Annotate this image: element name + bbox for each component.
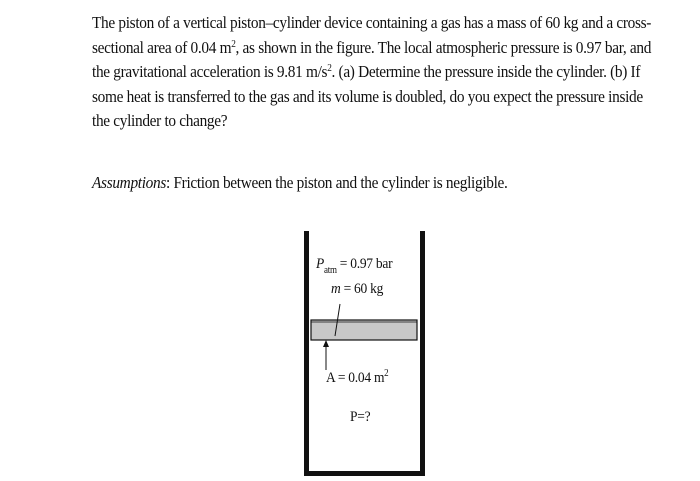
cylinder-left-wall [304,231,309,476]
piston-mass-label: m = 60 kg [331,281,384,297]
area-pointer-arrowhead [323,340,329,347]
atmospheric-pressure-label: $P_{atm} = 0.97$ bar [316,256,393,276]
piston-cylinder-figure [303,230,428,477]
piston [311,320,417,340]
assumptions-text: Friction between the piston and the cylinder is negligible. [169,173,508,192]
problem-statement [92,11,652,134]
cylinder-right-wall [420,231,425,476]
problem-line-5: the cylinder to change? [92,111,228,131]
piston-area-label: A = 0.04 $m^2$ [326,368,389,386]
gas-pressure-label: P=? [350,409,371,425]
problem-line-2: sectional area of 0.04 $m^2$, as shown in the figure. The local atmospheric pressure is 0.97 bar, and [92,37,652,57]
problem-line-3: the gravitational acceleration is 9.81 $m/s^2$. (a) Determine the pressure inside the cylinder. (b) If [92,62,641,82]
assumptions-statement: Assumptions: Friction between the piston and the cylinder is negligible. [92,173,508,192]
problem-line-1: The piston of a vertical piston–cylinder device containing a gas has a mass of 60 kg and a cross- [92,13,652,32]
assumptions-label: Assumptions [92,173,167,192]
problem-line-4: some heat is transferred to the gas and its volume is doubled, do you expect the pressure inside [92,86,643,106]
cylinder-bottom [304,471,425,476]
